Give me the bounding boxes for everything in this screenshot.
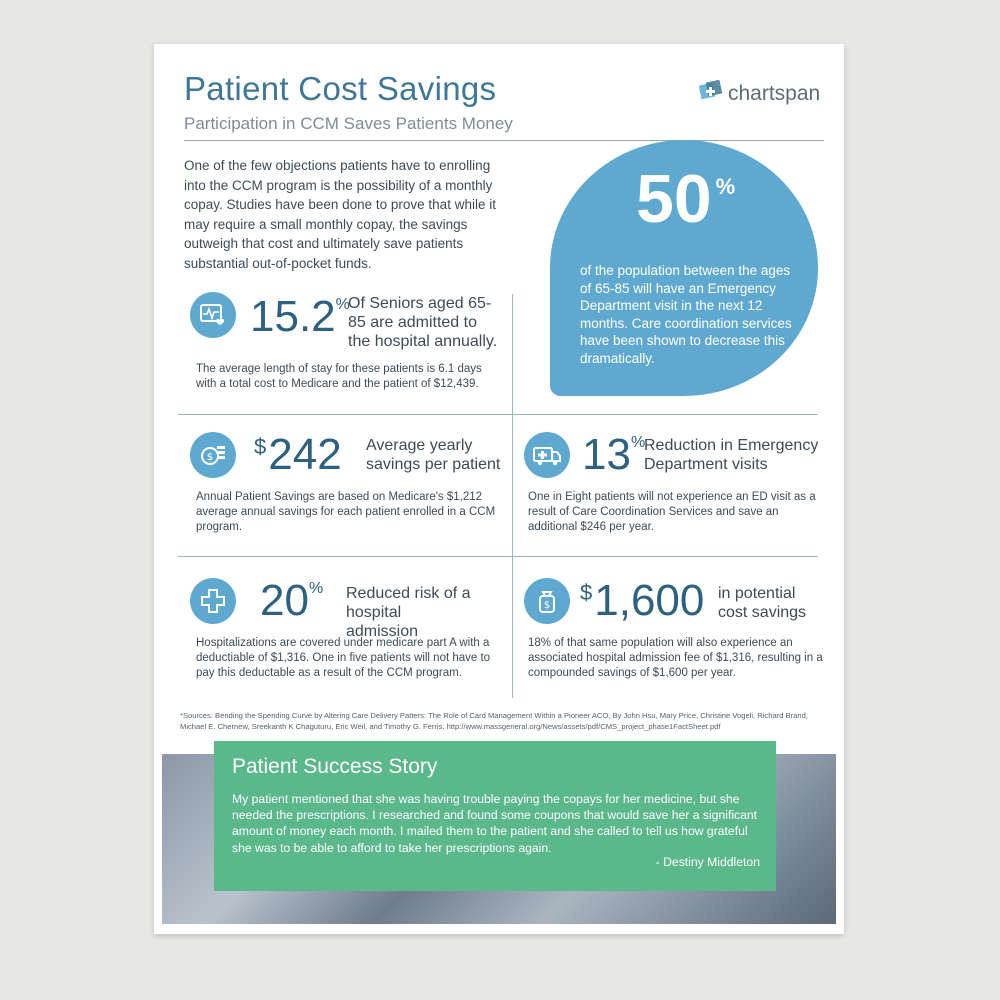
ed-stat-desc: One in Eight patients will not experience an ED visit as a result of Care Coordination Services and save an additional $246 per year. (528, 491, 816, 533)
savings-stat-label: Average yearly savings per patient (366, 437, 501, 473)
risk-stat-desc: Hospitalizations are covered under medicare part A with a deductiable of $1,316. One in five patients will not have to pay this deductable as a result of the CCM program. (196, 637, 491, 679)
story-text: My patient mentioned that she was having trouble paying the copays for her medicine, but she needed the prescriptions. I researched and found some coupons that would save her a significant amount of money each month. I mailed them to the patient and she called to tell us how grateful she was to be able to afford to take her prescriptions again. (232, 792, 758, 855)
grid-divider-1 (178, 414, 818, 415)
sources-footnote: *Sources: Bending the Spending Curve by Altering Care Delivery Patters: The Role of Card Management Within a Pioneer ACO, By John Hsu, Mary Price, Christine Vogeli, Richard Brand, Michael E. Chernew, Sreekanth K Chaguturu, Eric Weil, and Timothy G. Ferris. http://www.massgeneral.org/News/assets/pdf/CMS_project_phase1FactSheet.pdf (180, 711, 808, 731)
highlight-value: 50 % (636, 161, 736, 237)
chartspan-logo-icon (698, 78, 724, 109)
highlight-text: of the population between the ages of 65-85 will have an Emergency Department visit in the next 12 months. Care coordination services have been shown to decrease this dramatically. (580, 263, 792, 366)
highlight-bubble (550, 140, 818, 396)
story-title: Patient Success Story (232, 755, 438, 778)
svg-text:$: $ (206, 452, 214, 463)
story-signature: - Destiny Middleton (655, 855, 760, 869)
seniors-stat-desc: The average length of stay for these patients is 6.1 days with a total cost to Medicare and the patient of $12,439. (196, 363, 482, 390)
chartspan-logo (698, 78, 820, 109)
success-story-panel (214, 741, 776, 891)
ed-stat-value: 13% (582, 430, 646, 479)
header-divider (184, 140, 824, 141)
coins-icon (190, 432, 236, 478)
money-bag-icon (524, 578, 570, 624)
grid-divider-vertical (512, 294, 513, 698)
potential-stat-value: $1,600 (580, 576, 705, 625)
seniors-stat-label: Of Seniors aged 65-85 are admitted to the hospital annually. (348, 295, 498, 350)
chartspan-logo-text: chartspan (728, 81, 821, 105)
fact-sheet (154, 44, 844, 934)
savings-stat-value: $242 (254, 430, 342, 479)
savings-stat-desc: Annual Patient Savings are based on Medicare's $1,212 average annual savings for each patient enrolled in a CCM program. (196, 491, 496, 533)
ed-stat-label: Reduction in Emergency Department visits (644, 437, 819, 473)
risk-stat-label: Reduced risk of a hospital admission (346, 585, 471, 640)
svg-text:$: $ (543, 600, 551, 611)
seniors-stat-value: 15.2% (250, 292, 350, 341)
risk-stat-value: 20% (260, 576, 324, 625)
heart-monitor-icon (190, 292, 236, 338)
grid-divider-2 (178, 556, 818, 557)
potential-stat-label: in potential cost savings (718, 585, 807, 621)
intro-paragraph: One of the few objections patients have to enrolling into the CCM program is the possibility of a monthly copay. Studies have been done to prove that while it may require a small monthly copay, the savings outweigh that cost and ultimately save patients substantial out-of-pocket funds. (184, 158, 496, 271)
page-subtitle: Participation in CCM Saves Patients Money (184, 114, 513, 133)
potential-stat-desc: 18% of that same population will also experience an associated hospital admission fee of $1,316, resulting in a compounded savings of $1,600 per year. (528, 637, 823, 679)
ambulance-icon (524, 432, 570, 478)
medical-cross-icon (190, 578, 236, 624)
page-title: Patient Cost Savings (184, 70, 497, 107)
